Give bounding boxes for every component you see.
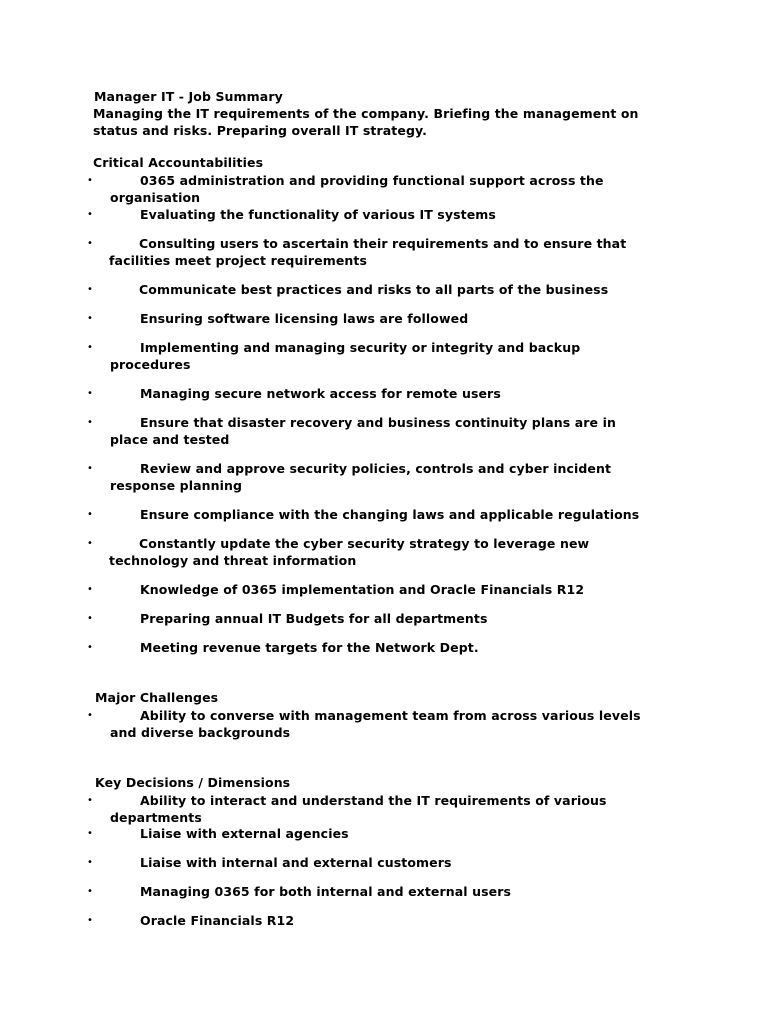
bullet-icon: • [87,642,93,653]
list-item-continuation: departments [110,810,202,825]
list-item: Review and approve security policies, controls and cyber incident [140,461,612,476]
bullet-icon: • [87,710,93,721]
list-item: Knowledge of 0365 implementation and Oracle Financials R12 [140,582,585,597]
list-item-continuation: and diverse backgrounds [110,725,291,740]
list-item: Ability to interact and understand the IT requirements of various [140,793,607,808]
bullet-icon: • [87,886,93,897]
summary-line-2: status and risks. Preparing overall IT strategy. [93,123,427,138]
bullet-icon: • [87,175,93,186]
bullet-icon: • [87,313,93,324]
list-item-continuation: facilities meet project requirements [109,253,368,268]
list-item: Meeting revenue targets for the Network Dept. [140,640,479,655]
section-heading-key-decisions: Key Decisions / Dimensions [95,775,291,790]
bullet-icon: • [87,388,93,399]
list-item: Managing 0365 for both internal and external users [140,884,512,899]
bullet-icon: • [87,538,93,549]
list-item-continuation: response planning [110,478,243,493]
list-item: Managing secure network access for remote users [140,386,501,401]
list-item-continuation: organisation [110,190,201,205]
list-item: Constantly update the cyber security strategy to leverage new [139,536,590,551]
list-item: Consulting users to ascertain their requirements and to ensure that [139,236,627,251]
summary-line-1: Managing the IT requirements of the company. Briefing the management on [93,106,639,121]
list-item: Liaise with internal and external customers [140,855,452,870]
list-item: Evaluating the functionality of various IT systems [140,207,496,222]
list-item: Implementing and managing security or integrity and backup [140,340,581,355]
list-item-continuation: technology and threat information [109,553,357,568]
bullet-icon: • [87,584,93,595]
bullet-icon: • [87,238,93,249]
bullet-icon: • [87,915,93,926]
bullet-icon: • [87,857,93,868]
list-item: Oracle Financials R12 [140,913,295,928]
list-item: 0365 administration and providing functional support across the [140,173,604,188]
list-item: Ensure that disaster recovery and business continuity plans are in [140,415,616,430]
bullet-icon: • [87,463,93,474]
list-item: Ensure compliance with the changing laws and applicable regulations [140,507,640,522]
bullet-icon: • [87,417,93,428]
list-item: Ability to converse with management team from across various levels [140,708,641,723]
list-item: Ensuring software licensing laws are followed [140,311,469,326]
bullet-icon: • [87,284,93,295]
bullet-icon: • [87,509,93,520]
bullet-icon: • [87,342,93,353]
bullet-icon: • [87,209,93,220]
bullet-icon: • [87,828,93,839]
section-heading-critical-accountabilities: Critical Accountabilities [93,155,264,170]
list-item: Liaise with external agencies [140,826,349,841]
document-title: Manager IT - Job Summary [94,89,283,104]
section-heading-major-challenges: Major Challenges [95,690,219,705]
list-item-continuation: place and tested [110,432,230,447]
bullet-icon: • [87,613,93,624]
list-item-continuation: procedures [110,357,191,372]
bullet-icon: • [87,795,93,806]
list-item: Preparing annual IT Budgets for all departments [140,611,488,626]
list-item: Communicate best practices and risks to all parts of the business [139,282,609,297]
